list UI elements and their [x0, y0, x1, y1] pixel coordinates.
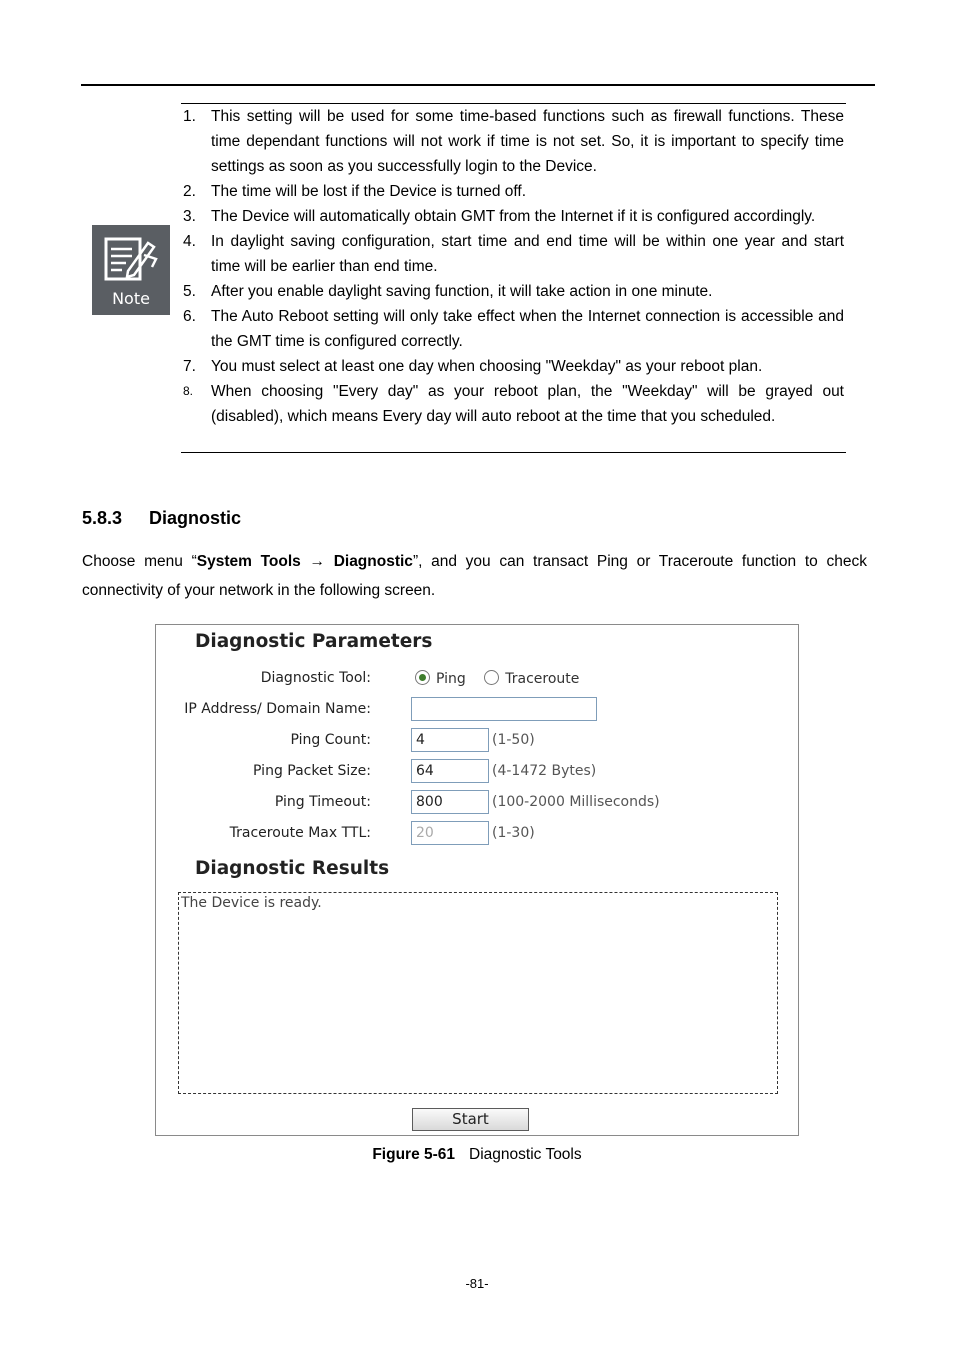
- ping-timeout-hint: (100-2000 Milliseconds): [492, 794, 660, 810]
- list-item-number: 6.: [183, 308, 196, 325]
- list-item-number: 1.: [183, 108, 196, 125]
- ping-radio[interactable]: [415, 670, 430, 685]
- ping-option-label: Ping: [436, 671, 466, 687]
- packet-size-row: [156, 759, 798, 785]
- intro-menu-path: System Tools → Diagnostic: [196, 553, 413, 570]
- ping-count-row: [156, 728, 798, 754]
- figure-title: Diagnostic Tools: [469, 1146, 582, 1163]
- packet-size-label: Ping Packet Size:: [253, 763, 371, 779]
- max-ttl-row: [156, 821, 798, 847]
- list-item: [181, 204, 844, 229]
- packet-size-input[interactable]: 64: [411, 759, 489, 783]
- ping-timeout-input[interactable]: 800: [411, 790, 489, 814]
- ip-address-label: IP Address/ Domain Name:: [184, 701, 371, 717]
- list-item-text: In daylight saving configuration, start time and end time will be within one year and start time will be earlier than end time.: [211, 233, 844, 275]
- note-icon: [92, 225, 170, 315]
- diagnostic-tool-radio-group: [415, 670, 593, 687]
- diagnostic-tool-row: [156, 666, 798, 692]
- list-item: [181, 179, 844, 204]
- list-item-number: 4.: [183, 233, 196, 250]
- note-icon-label: Note: [112, 289, 150, 308]
- ip-address-row: [156, 697, 798, 723]
- list-item: [181, 354, 844, 379]
- list-item-number: 3.: [183, 208, 196, 225]
- list-item-text: The time will be lost if the Device is turned off.: [211, 183, 527, 200]
- list-item-number: 5.: [183, 283, 196, 300]
- parameters-heading: Diagnostic Parameters: [195, 631, 433, 652]
- section-heading: [82, 508, 241, 529]
- list-item: [181, 104, 844, 179]
- ping-count-hint: (1-50): [492, 732, 535, 748]
- figure-caption: [0, 1146, 954, 1164]
- list-item: [181, 279, 844, 304]
- max-ttl-label: Traceroute Max TTL:: [229, 825, 371, 841]
- max-ttl-input: 20: [411, 821, 489, 845]
- list-item: [181, 304, 844, 354]
- section-title: Diagnostic: [149, 508, 242, 528]
- section-number: 5.8.3: [82, 508, 123, 528]
- results-textarea[interactable]: The Device is ready.: [178, 892, 778, 1094]
- ping-option[interactable]: [415, 670, 466, 687]
- traceroute-radio[interactable]: [484, 670, 499, 685]
- diagnostic-screenshot: [155, 624, 799, 1136]
- start-button[interactable]: Start: [412, 1108, 529, 1131]
- list-item-text: The Device will automatically obtain GMT from the Internet if it is configured accordingly.: [211, 208, 816, 225]
- diagnostic-tool-label: Diagnostic Tool:: [260, 670, 371, 686]
- list-item-number: 2.: [183, 183, 196, 200]
- intro-suffix: ”, and you can transact Ping or Traceroute function to check connectivity of your network in the following screen.: [82, 553, 867, 599]
- note-bottom-rule: [181, 452, 846, 453]
- ping-timeout-row: [156, 790, 798, 816]
- notepad-pen-icon: [102, 233, 160, 285]
- traceroute-option-label: Traceroute: [505, 671, 580, 687]
- results-heading: Diagnostic Results: [195, 858, 390, 879]
- page-number: -81-: [465, 1276, 489, 1291]
- list-item-text: This setting will be used for some time-based functions such as firewall functions. These time dependant functions will not work if time is not set. So, it is important to specify time settings as soon as you successfully login to the Device.: [211, 108, 844, 175]
- list-item-number: 7.: [183, 358, 196, 375]
- list-item-text: After you enable daylight saving function, it will take action in one minute.: [211, 283, 713, 300]
- intro-prefix: Choose menu “: [82, 553, 197, 570]
- ping-timeout-label: Ping Timeout:: [274, 794, 371, 810]
- list-item-number: 8.: [183, 384, 194, 398]
- header-rule: [81, 84, 875, 86]
- intro-paragraph: [82, 547, 867, 605]
- list-item: [181, 379, 844, 429]
- figure-number: Figure 5-61: [372, 1146, 456, 1163]
- ip-address-input[interactable]: [411, 697, 597, 721]
- list-item-text: The Auto Reboot setting will only take effect when the Internet connection is accessible and the GMT time is configured correctly.: [211, 308, 844, 350]
- traceroute-option[interactable]: [484, 670, 579, 687]
- ping-count-label: Ping Count:: [290, 732, 371, 748]
- ping-count-input[interactable]: 4: [411, 728, 489, 752]
- packet-size-hint: (4-1472 Bytes): [492, 763, 597, 779]
- max-ttl-hint: (1-30): [492, 825, 535, 841]
- note-list: [181, 104, 844, 429]
- list-item: [181, 229, 844, 279]
- list-item-text: When choosing "Every day" as your reboot plan, the "Weekday" will be grayed out (disabled), which means Every day will auto reboot at the time that you scheduled.: [211, 383, 844, 425]
- list-item-text: You must select at least one day when choosing "Weekday" as your reboot plan.: [211, 358, 763, 375]
